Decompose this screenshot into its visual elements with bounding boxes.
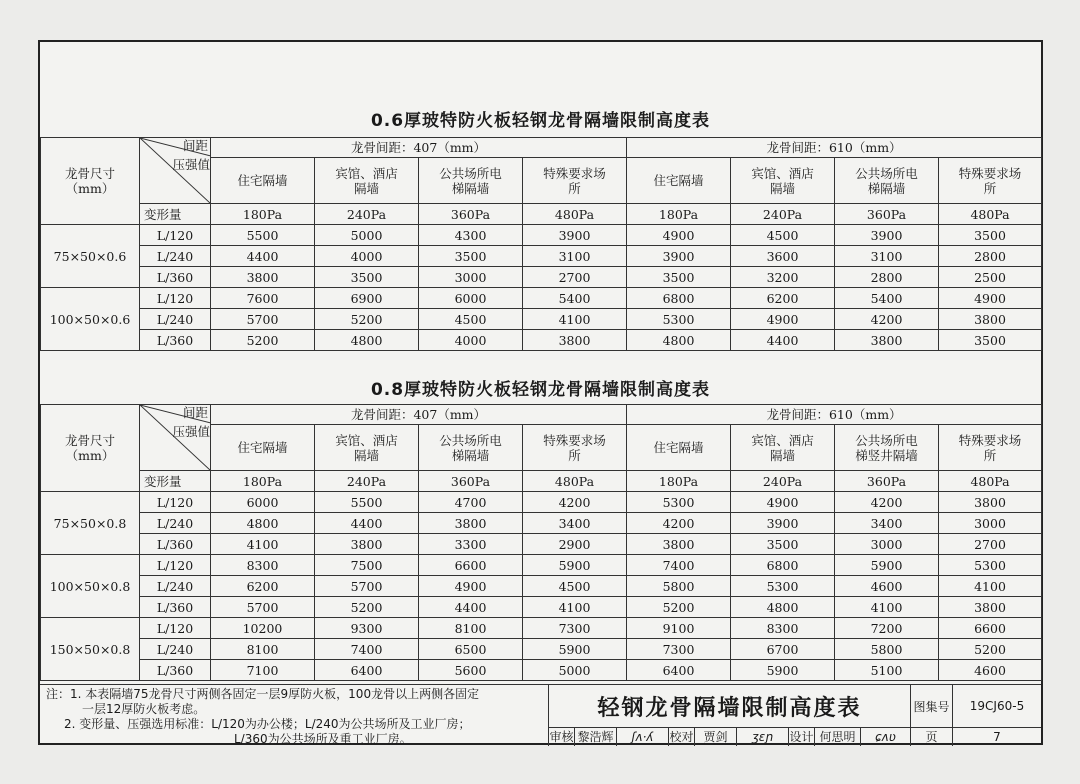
deformation-cell: L/360	[140, 330, 211, 351]
size-cell: 150×50×0.8	[41, 618, 140, 681]
value-cell: 6000	[419, 288, 523, 309]
design-label: 设计	[788, 727, 814, 746]
spacing-610-header: 龙骨间距：610（mm）	[627, 405, 1042, 425]
value-cell: 7200	[835, 618, 939, 639]
checker-signature: ʒɛɲ	[736, 727, 788, 746]
value-cell: 3900	[523, 225, 627, 246]
value-cell: 5600	[419, 660, 523, 681]
value-cell: 4500	[523, 576, 627, 597]
value-cell: 4800	[627, 330, 731, 351]
size-header: 龙骨尺寸（mm）	[41, 138, 140, 225]
col-header-407-1: 住宅隔墙	[211, 158, 315, 204]
value-cell: 4000	[419, 330, 523, 351]
pressure-480Pa: 480Pa	[523, 471, 627, 492]
pressure-240Pa: 240Pa	[731, 471, 835, 492]
footer	[40, 684, 1041, 746]
col-header-407-1: 住宅隔墙	[211, 425, 315, 471]
pressure-360Pa: 360Pa	[419, 204, 523, 225]
review-label: 审核	[548, 727, 574, 746]
value-cell: 5900	[731, 660, 835, 681]
table-row	[41, 534, 1042, 555]
deformation-cell: L/360	[140, 534, 211, 555]
size-header: 龙骨尺寸（mm）	[41, 405, 140, 492]
table-row	[41, 246, 1042, 267]
value-cell: 2800	[939, 246, 1042, 267]
value-cell: 5100	[835, 660, 939, 681]
col-header-610-3: 公共场所电梯竖井隔墙	[835, 425, 939, 471]
value-cell: 4400	[419, 597, 523, 618]
value-cell: 4100	[211, 534, 315, 555]
page-label: 页	[910, 727, 952, 746]
value-cell: 4200	[523, 492, 627, 513]
deformation-cell: L/120	[140, 618, 211, 639]
deformation-cell: L/120	[140, 225, 211, 246]
table-row	[41, 309, 1042, 330]
size-cell: 100×50×0.6	[41, 288, 140, 351]
table-row	[41, 225, 1042, 246]
check-label: 校对	[668, 727, 694, 746]
value-cell: 5800	[835, 639, 939, 660]
deformation-cell: L/360	[140, 660, 211, 681]
col-header-610-2: 宾馆、酒店隔墙	[731, 425, 835, 471]
value-cell: 3800	[835, 330, 939, 351]
corner-deformation-label: 变形量	[140, 471, 211, 492]
corner-diagonal-cell	[140, 405, 211, 471]
value-cell: 9300	[315, 618, 419, 639]
pressure-180Pa: 180Pa	[211, 204, 315, 225]
atlas-number: 19CJ60-5	[952, 685, 1041, 727]
value-cell: 6700	[731, 639, 835, 660]
table-row	[41, 492, 1042, 513]
table-row	[41, 576, 1042, 597]
value-cell: 5700	[211, 597, 315, 618]
value-cell: 4800	[211, 513, 315, 534]
value-cell: 5400	[523, 288, 627, 309]
value-cell: 3500	[939, 330, 1042, 351]
spacing-407-header: 龙骨间距：407（mm）	[211, 405, 627, 425]
value-cell: 4800	[731, 597, 835, 618]
value-cell: 8300	[731, 618, 835, 639]
reviewer-name: 黎浩辉	[574, 727, 616, 746]
col-header-610-3: 公共场所电梯隔墙	[835, 158, 939, 204]
note-line-4: L/360为公共场所及重工业厂房。	[234, 732, 412, 746]
deformation-cell: L/240	[140, 639, 211, 660]
table-row	[41, 618, 1042, 639]
corner-spacing-label: 间距	[182, 405, 208, 420]
value-cell: 3900	[627, 246, 731, 267]
value-cell: 2700	[939, 534, 1042, 555]
pressure-360Pa: 360Pa	[419, 471, 523, 492]
value-cell: 4600	[939, 660, 1042, 681]
value-cell: 4400	[211, 246, 315, 267]
value-cell: 3500	[731, 534, 835, 555]
col-header-407-2: 宾馆、酒店隔墙	[315, 425, 419, 471]
value-cell: 3300	[419, 534, 523, 555]
corner-pressure-label: 压强值	[172, 157, 210, 172]
value-cell: 5700	[211, 309, 315, 330]
value-cell: 6200	[211, 576, 315, 597]
value-cell: 4900	[731, 492, 835, 513]
value-cell: 3900	[835, 225, 939, 246]
value-cell: 3000	[835, 534, 939, 555]
value-cell: 5700	[315, 576, 419, 597]
value-cell: 3500	[419, 246, 523, 267]
drawing-sheet	[38, 40, 1043, 745]
col-header-610-4: 特殊要求场所	[939, 158, 1042, 204]
pressure-360Pa: 360Pa	[835, 204, 939, 225]
value-cell: 3000	[419, 267, 523, 288]
value-cell: 6800	[627, 288, 731, 309]
table1-title: 0.6厚玻特防火板轻钢龙骨隔墙限制高度表	[370, 111, 711, 131]
value-cell: 5500	[315, 492, 419, 513]
value-cell: 2900	[523, 534, 627, 555]
value-cell: 4100	[939, 576, 1042, 597]
value-cell: 5300	[731, 576, 835, 597]
table2	[40, 404, 1042, 681]
value-cell: 7400	[627, 555, 731, 576]
deformation-cell: L/240	[140, 309, 211, 330]
table-row	[41, 639, 1042, 660]
size-cell: 100×50×0.8	[41, 555, 140, 618]
checker-name: 贾剑	[694, 727, 736, 746]
value-cell: 6000	[211, 492, 315, 513]
value-cell: 5000	[523, 660, 627, 681]
table-row	[41, 288, 1042, 309]
value-cell: 4500	[419, 309, 523, 330]
value-cell: 3500	[939, 225, 1042, 246]
value-cell: 5900	[835, 555, 939, 576]
value-cell: 5200	[939, 639, 1042, 660]
value-cell: 6600	[419, 555, 523, 576]
col-header-610-1: 住宅隔墙	[627, 158, 731, 204]
value-cell: 4900	[627, 225, 731, 246]
table-row	[41, 330, 1042, 351]
value-cell: 3600	[731, 246, 835, 267]
value-cell: 5200	[211, 330, 315, 351]
value-cell: 5300	[627, 492, 731, 513]
table-row	[41, 513, 1042, 534]
note-line-2: 一层12厚防火板考虑。	[82, 702, 206, 716]
value-cell: 5300	[627, 309, 731, 330]
value-cell: 4700	[419, 492, 523, 513]
col-header-610-2: 宾馆、酒店隔墙	[731, 158, 835, 204]
value-cell: 3800	[211, 267, 315, 288]
value-cell: 6800	[731, 555, 835, 576]
value-cell: 3400	[523, 513, 627, 534]
deformation-cell: L/120	[140, 555, 211, 576]
notes	[46, 687, 551, 747]
value-cell: 5900	[523, 555, 627, 576]
value-cell: 4400	[315, 513, 419, 534]
value-cell: 8100	[419, 618, 523, 639]
value-cell: 4200	[835, 492, 939, 513]
deformation-cell: L/360	[140, 597, 211, 618]
value-cell: 7100	[211, 660, 315, 681]
col-header-407-3: 公共场所电梯隔墙	[419, 425, 523, 471]
value-cell: 5800	[627, 576, 731, 597]
table1	[40, 137, 1042, 351]
value-cell: 3800	[627, 534, 731, 555]
value-cell: 3800	[419, 513, 523, 534]
value-cell: 5900	[523, 639, 627, 660]
value-cell: 6900	[315, 288, 419, 309]
value-cell: 10200	[211, 618, 315, 639]
value-cell: 4800	[315, 330, 419, 351]
value-cell: 3500	[627, 267, 731, 288]
value-cell: 3100	[835, 246, 939, 267]
value-cell: 8300	[211, 555, 315, 576]
col-header-610-4: 特殊要求场所	[939, 425, 1042, 471]
pressure-180Pa: 180Pa	[627, 204, 731, 225]
deformation-cell: L/240	[140, 576, 211, 597]
value-cell: 5400	[835, 288, 939, 309]
value-cell: 7300	[523, 618, 627, 639]
value-cell: 2700	[523, 267, 627, 288]
col-header-407-2: 宾馆、酒店隔墙	[315, 158, 419, 204]
deformation-cell: L/120	[140, 492, 211, 513]
value-cell: 3500	[315, 267, 419, 288]
corner-spacing-label: 间距	[182, 138, 208, 153]
value-cell: 7300	[627, 639, 731, 660]
pressure-480Pa: 480Pa	[939, 471, 1042, 492]
value-cell: 2800	[835, 267, 939, 288]
value-cell: 4100	[835, 597, 939, 618]
value-cell: 4100	[523, 309, 627, 330]
pressure-480Pa: 480Pa	[523, 204, 627, 225]
value-cell: 6400	[315, 660, 419, 681]
page-number: 7	[952, 727, 1041, 746]
value-cell: 3800	[939, 309, 1042, 330]
deformation-cell: L/120	[140, 288, 211, 309]
table-row	[41, 555, 1042, 576]
reviewer-signature: ʃʌ·ʎ	[616, 727, 668, 746]
deformation-cell: L/240	[140, 246, 211, 267]
size-cell: 75×50×0.6	[41, 225, 140, 288]
value-cell: 4500	[731, 225, 835, 246]
table-row	[41, 267, 1042, 288]
designer-name: 何思明	[814, 727, 860, 746]
value-cell: 3400	[835, 513, 939, 534]
table-row	[41, 660, 1042, 681]
note-line-1: 注：1. 本表隔墙75龙骨尺寸两侧各固定一层9厚防火板，100龙骨以上两侧各固定	[46, 687, 480, 701]
value-cell: 7500	[315, 555, 419, 576]
value-cell: 3200	[731, 267, 835, 288]
atlas-label: 图集号	[910, 685, 952, 727]
spacing-407-header: 龙骨间距：407（mm）	[211, 138, 627, 158]
corner-pressure-label: 压强值	[172, 424, 210, 439]
size-cell: 75×50×0.8	[41, 492, 140, 555]
value-cell: 3800	[315, 534, 419, 555]
deformation-cell: L/240	[140, 513, 211, 534]
value-cell: 7400	[315, 639, 419, 660]
value-cell: 3000	[939, 513, 1042, 534]
pressure-240Pa: 240Pa	[315, 204, 419, 225]
value-cell: 3100	[523, 246, 627, 267]
value-cell: 4200	[835, 309, 939, 330]
pressure-240Pa: 240Pa	[731, 204, 835, 225]
value-cell: 5200	[315, 309, 419, 330]
spacing-610-header: 龙骨间距：610（mm）	[627, 138, 1042, 158]
col-header-407-3: 公共场所电梯隔墙	[419, 158, 523, 204]
value-cell: 6500	[419, 639, 523, 660]
pressure-360Pa: 360Pa	[835, 471, 939, 492]
value-cell: 4900	[939, 288, 1042, 309]
value-cell: 4000	[315, 246, 419, 267]
value-cell: 2500	[939, 267, 1042, 288]
corner-diagonal-cell	[140, 138, 211, 204]
value-cell: 4400	[731, 330, 835, 351]
value-cell: 4600	[835, 576, 939, 597]
table2-title: 0.8厚玻特防火板轻钢龙骨隔墙限制高度表	[370, 380, 711, 400]
value-cell: 7600	[211, 288, 315, 309]
value-cell: 4200	[627, 513, 731, 534]
corner-deformation-label: 变形量	[140, 204, 211, 225]
main-title: 轻钢龙骨隔墙限制高度表	[548, 685, 910, 727]
col-header-407-4: 特殊要求场所	[523, 158, 627, 204]
value-cell: 5500	[211, 225, 315, 246]
value-cell: 3800	[939, 492, 1042, 513]
pressure-240Pa: 240Pa	[315, 471, 419, 492]
designer-signature: ɕʌʋ	[860, 727, 910, 746]
table-row	[41, 597, 1042, 618]
value-cell: 4300	[419, 225, 523, 246]
value-cell: 4900	[419, 576, 523, 597]
deformation-cell: L/360	[140, 267, 211, 288]
pressure-480Pa: 480Pa	[939, 204, 1042, 225]
value-cell: 4100	[523, 597, 627, 618]
title-block	[548, 685, 1041, 746]
note-line-3: 2. 变形量、压强选用标准：L/120为办公楼；L/240为公共场所及工业厂房；	[64, 717, 471, 731]
value-cell: 3800	[939, 597, 1042, 618]
value-cell: 8100	[211, 639, 315, 660]
value-cell: 6200	[731, 288, 835, 309]
pressure-180Pa: 180Pa	[211, 471, 315, 492]
value-cell: 5200	[315, 597, 419, 618]
value-cell: 6600	[939, 618, 1042, 639]
pressure-180Pa: 180Pa	[627, 471, 731, 492]
col-header-407-4: 特殊要求场所	[523, 425, 627, 471]
col-header-610-1: 住宅隔墙	[627, 425, 731, 471]
value-cell: 9100	[627, 618, 731, 639]
value-cell: 4900	[731, 309, 835, 330]
value-cell: 3900	[731, 513, 835, 534]
value-cell: 6400	[627, 660, 731, 681]
value-cell: 5200	[627, 597, 731, 618]
value-cell: 3800	[523, 330, 627, 351]
value-cell: 5300	[939, 555, 1042, 576]
value-cell: 5000	[315, 225, 419, 246]
